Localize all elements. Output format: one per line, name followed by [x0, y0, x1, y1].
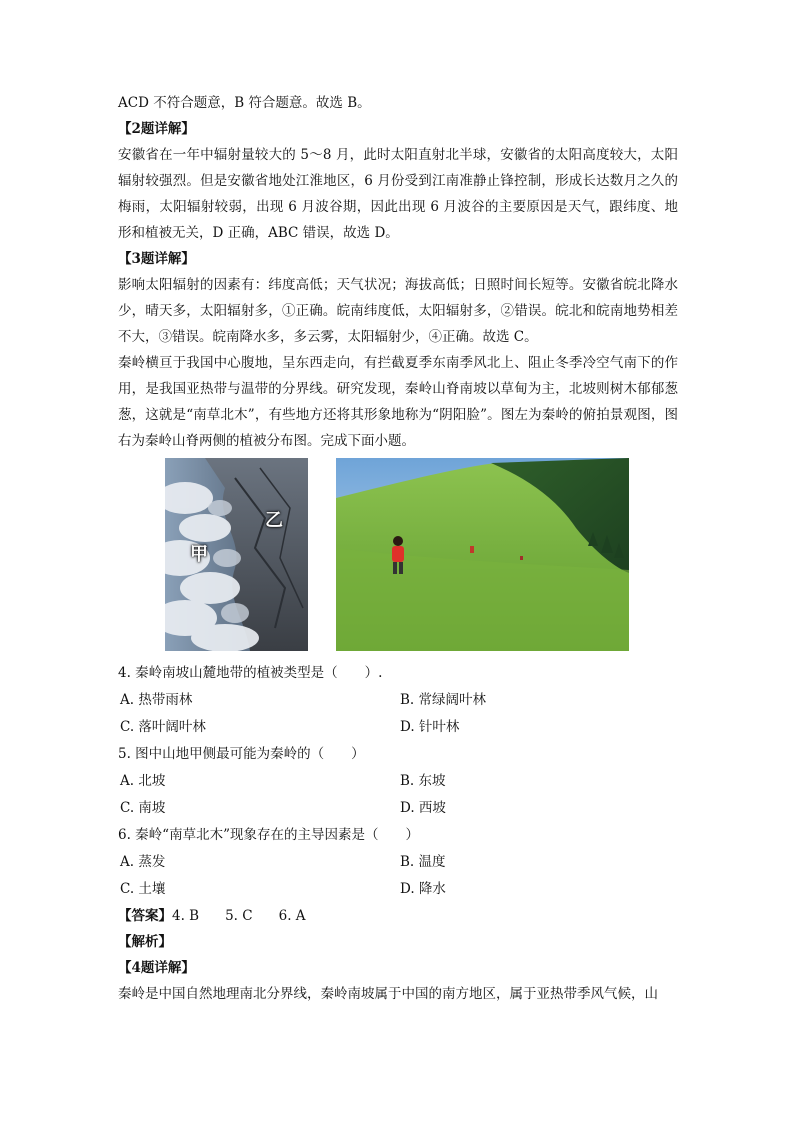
question-4	[118, 660, 678, 741]
aerial-photo	[165, 458, 308, 651]
question-4-stem: 4. 秦岭南坡山麓地带的植被类型是（ ）.	[118, 665, 383, 681]
paragraph-q3: 影响太阳辐射的因素有：纬度高低；天气状况；海拔高低；日照时间长短等。安徽省皖北降水少，晴天多，太阳辐射多，①正确。皖南纬度低，太阳辐射多，②错误。皖北和皖南地势相差不大，③错误。皖南降水多，多云雾，太阳辐射少，④正确。故选 C。	[118, 277, 678, 345]
q6-option-b[interactable]: B. 温度	[400, 854, 446, 870]
answer-line-1: ACD 不符合题意，B 符合题意。故选 B。	[118, 95, 371, 111]
q5-option-c[interactable]: C. 南坡	[120, 800, 166, 816]
answer-line	[118, 903, 678, 929]
q4-option-b[interactable]: B. 常绿阔叶林	[400, 692, 487, 708]
question-6-stem: 6. 秦岭“南草北木”现象存在的主导因素是（ ）	[118, 827, 419, 843]
q5-option-d[interactable]: D. 西坡	[400, 800, 446, 816]
answer-6: 6. A	[278, 908, 306, 924]
heading-analysis: 【解析】	[118, 934, 172, 950]
q6-option-d[interactable]: D. 降水	[400, 881, 446, 897]
paragraph-q4: 秦岭是中国自然地理南北分界线，秦岭南坡属于中国的南方地区，属于亚热带季风气候，山	[118, 986, 658, 1002]
heading-q3-detail: 【3题详解】	[118, 251, 195, 267]
document-page	[118, 90, 678, 1007]
question-4-options-row-1	[118, 687, 678, 714]
heading-q4-detail: 【4题详解】	[118, 960, 195, 976]
q6-option-a[interactable]: A. 蒸发	[120, 854, 166, 870]
question-6	[118, 822, 678, 903]
question-5-stem: 5. 图中山地甲侧最可能为秦岭的（ ）	[118, 746, 365, 762]
q4-option-a[interactable]: A. 热带雨林	[120, 692, 193, 708]
heading-q2-detail: 【2题详解】	[118, 121, 195, 137]
question-6-options-row-2	[118, 876, 678, 903]
q4-option-d[interactable]: D. 针叶林	[400, 719, 460, 735]
answer-label: 【答案】	[118, 908, 172, 924]
question-5-options-row-1	[118, 768, 678, 795]
question-6-options-row-1	[118, 849, 678, 876]
question-4-options-row-2	[118, 714, 678, 741]
label-jia: 甲	[190, 544, 208, 565]
paragraph-qinling-intro: 秦岭横亘于我国中心腹地，呈东西走向，有拦截夏季东南季风北上、阻止冬季冷空气南下的作用，是我国亚热带与温带的分界线。研究发现，秦岭山脊南坡以草甸为主，北坡则树木郁郁葱葱，这就是“南草北木”，有些地方还将其形象地称为“阴阳脸”。图左为秦岭的俯拍景观图，图右为秦岭山脊两侧的植被分布图。完成下面小题。	[118, 355, 678, 449]
meadow-photo	[336, 458, 629, 651]
meadow-photo-image	[336, 458, 629, 651]
q6-option-c[interactable]: C. 土壤	[120, 881, 166, 897]
aerial-photo-image	[165, 458, 308, 651]
figure-row	[118, 458, 678, 658]
answer-5: 5. C	[225, 908, 253, 924]
answer-4: 4. B	[172, 908, 200, 924]
q5-option-b[interactable]: B. 东坡	[400, 773, 446, 789]
q5-option-a[interactable]: A. 北坡	[120, 773, 166, 789]
paragraph-q2: 安徽省在一年中辐射量较大的 5～8 月，此时太阳直射北半球，安徽省的太阳高度较大，太阳辐射较强烈。但是安徽省地处江淮地区，6 月份受到江南准静止锋控制，形成长达数月之久的梅雨，太阳辐射较弱，出现 6 月波谷期，因此出现 6 月波谷的主要原因是天气，跟纬度、地形和植被无关，D 正确，ABC 错误，故选 D。	[118, 147, 678, 241]
q4-option-c[interactable]: C. 落叶阔叶林	[120, 719, 206, 735]
question-5	[118, 741, 678, 822]
question-5-options-row-2	[118, 795, 678, 822]
label-yi: 乙	[265, 510, 283, 531]
